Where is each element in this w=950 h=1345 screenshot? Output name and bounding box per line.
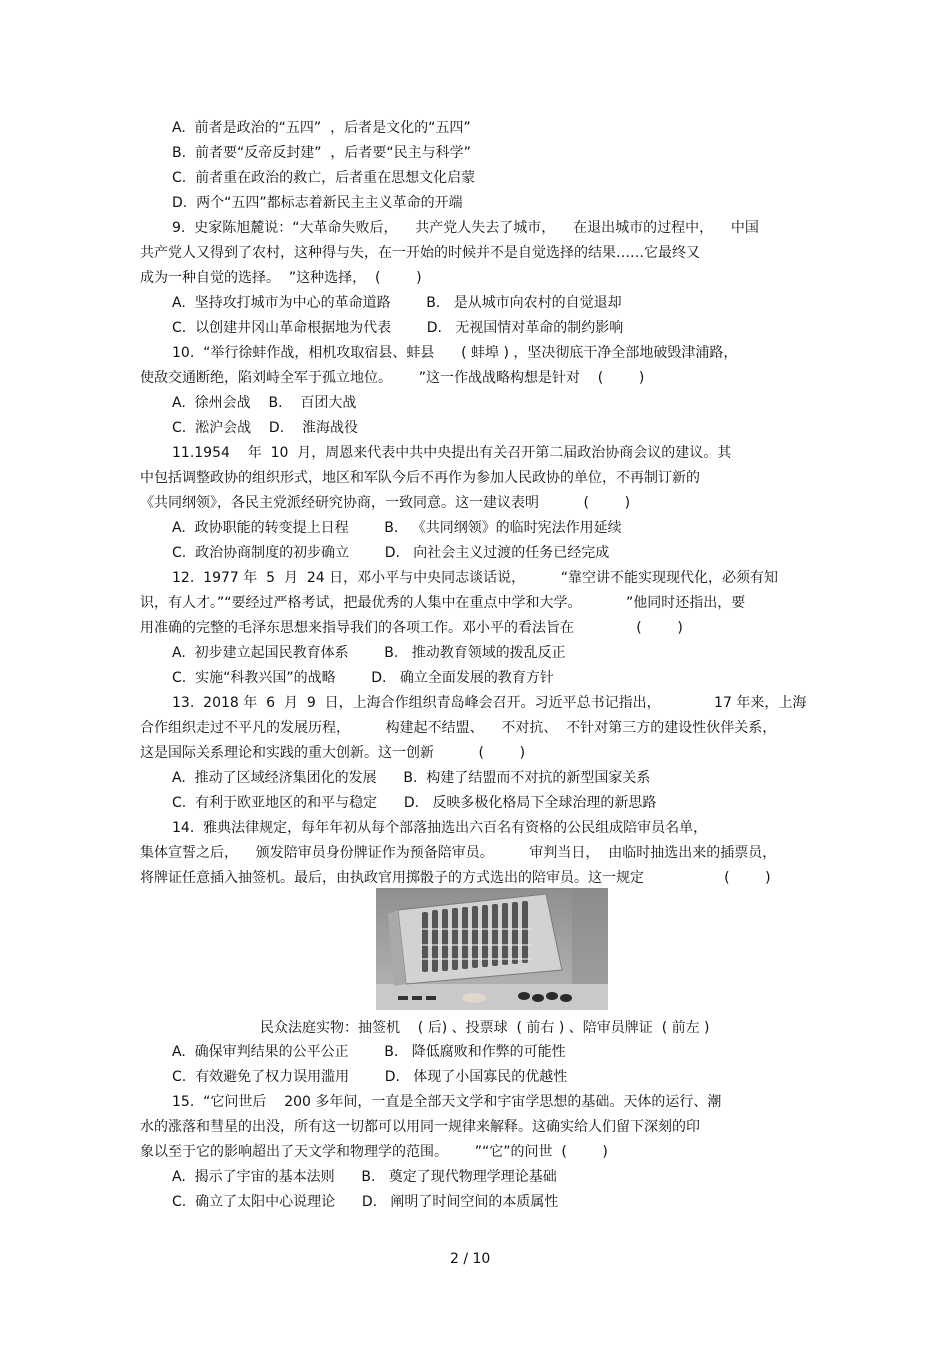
option-line: C. 以创建井冈山革命根据地为代表 D. 无视国情对革命的制约影响 bbox=[172, 320, 624, 336]
option-line: A. 前者是政治的“五四” ，后者是文化的“五四” bbox=[172, 120, 471, 136]
question-13-line: 这是国际关系理论和实践的重大创新。这一创新 ( ) bbox=[140, 745, 526, 761]
option-line: C. 有利于欧亚地区的和平与稳定 D. 反映多极化格局下全球治理的新思路 bbox=[172, 795, 657, 811]
question-11-line: 中包括调整政协的组织形式，地区和军队今后不再作为参加人民政协的单位，不再制订新的 bbox=[140, 470, 700, 486]
option-line: A. 徐州会战 B. 百团大战 bbox=[172, 395, 357, 411]
question-12-line: 用准确的完整的毛泽东思想来指导我们的各项工作。邓小平的看法旨在 ( ) bbox=[140, 620, 683, 636]
question-9-line: 成为一种自觉的选择。 ”这种选择， ( ) bbox=[140, 270, 422, 286]
option-line: C. 有效避免了权力误用滥用 D. 体现了小国寡民的优越性 bbox=[172, 1069, 568, 1085]
option-line: A. 推动了区域经济集团化的发展 B. 构建了结盟而不对抗的新型国家关系 bbox=[172, 770, 651, 786]
question-13-line: 合作组织走过不平凡的发展历程， 构建起不结盟、 不对抗、 不针对第三方的建设性伙伴关系， bbox=[140, 720, 777, 736]
question-14-line: 将牌证任意插入抽签机。最后，由执政官用掷骰子的方式选出的陪审员。这一规定 ( ) bbox=[140, 870, 771, 886]
question-15-line: 15. “它问世后 200 多年间，一直是全部天文学和宇宙学思想的基础。天体的运行、潮 bbox=[172, 1094, 722, 1110]
question-12-line: 识，有人才。”“要经过严格考试，把最优秀的人集中在重点中学和大学。 ”他同时还指出，要 bbox=[140, 595, 746, 611]
question-10-line: 10. “举行徐蚌作战，相机攻取宿县、蚌县 ( 蚌埠 ) ，坚决彻底干净全部地破毁津浦路， bbox=[172, 345, 738, 361]
question-15-line: 象以至于它的影响超出了天文学和物理学的范围。 ”“它”的问世 ( ) bbox=[140, 1144, 608, 1160]
question-12-line: 12. 1977 年 5 月 24 日，邓小平与中央同志谈话说， “靠空讲不能实现现代化，必须有知 bbox=[172, 570, 778, 586]
question-9-line: 共产党人又得到了农村，这种得与失，在一开始的时候并不是自觉选择的结果……它最终又 bbox=[140, 245, 700, 261]
option-line: C. 实施“科教兴国”的战略 D. 确立全面发展的教育方针 bbox=[172, 670, 554, 686]
question-15-line: 水的涨落和彗星的出没，所有这一切都可以用同一规律来解释。这确实给人们留下深刻的印 bbox=[140, 1119, 700, 1135]
page-number: 2 / 10 bbox=[450, 1251, 491, 1267]
question-14-line: 集体宣誓之后， 颁发陪审员身份牌证作为预备陪审员。 审判当日， 由临时抽选出来的插票员， bbox=[140, 845, 777, 861]
question-14-line: 14. 雅典法律规定，每年年初从每个部落抽选出六百名有资格的公民组成陪审员名单， bbox=[172, 820, 708, 836]
question-10-line: 使敌交通断绝，陷刘峙全军于孤立地位。 ”这一作战战略构想是针对 ( ) bbox=[140, 370, 645, 386]
option-line: B. 前者要“反帝反封建” ，后者要“民主与科学” bbox=[172, 145, 471, 161]
question-9-line: 9. 史家陈旭麓说：“大革命失败后， 共产党人失去了城市， 在退出城市的过程中， 中国 bbox=[172, 220, 759, 236]
option-line: A. 政协职能的转变提上日程 B. 《共同纲领》的临时宪法作用延续 bbox=[172, 520, 622, 536]
option-line: A. 确保审判结果的公平公正 B. 降低腐败和作弊的可能性 bbox=[172, 1044, 566, 1060]
option-line: C. 确立了太阳中心说理论 D. 阐明了时间空间的本质属性 bbox=[172, 1194, 559, 1210]
figure-caption: 民众法庭实物：抽签机 ( 后) 、投票球 ( 前右 ) 、陪审员牌证 ( 前左 ) bbox=[260, 1020, 710, 1036]
question-13-line: 13. 2018 年 6 月 9 日，上海合作组织青岛峰会召开。习近平总书记指出， 17 年来，上海 bbox=[172, 695, 807, 711]
question-11-line: 《共同纲领》，各民主党派经研究协商，一致同意。这一建议表明 ( ) bbox=[140, 495, 631, 511]
option-line: A. 揭示了宇宙的基本法则 B. 奠定了现代物理学理论基础 bbox=[172, 1169, 557, 1185]
option-line: C. 前者重在政治的救亡，后者重在思想文化启蒙 bbox=[172, 170, 476, 186]
question-11-line: 11.1954 年 10 月，周恩来代表中共中央提出有关召开第二届政治协商会议的建议。其 bbox=[172, 445, 732, 461]
allotment-machine-image bbox=[376, 888, 608, 1010]
option-line: D. 两个“五四”都标志着新民主主义革命的开端 bbox=[172, 195, 463, 211]
option-line: A. 坚持攻打城市为中心的革命道路 B. 是从城市向农村的自觉退却 bbox=[172, 295, 622, 311]
option-line: C. 政治协商制度的初步确立 D. 向社会主义过渡的任务已经完成 bbox=[172, 545, 610, 561]
option-line: A. 初步建立起国民教育体系 B. 推动教育领域的拨乱反正 bbox=[172, 645, 566, 661]
allotment-machine-photo bbox=[376, 888, 608, 1010]
option-line: C. 淞沪会战 D. 淮海战役 bbox=[172, 420, 358, 436]
